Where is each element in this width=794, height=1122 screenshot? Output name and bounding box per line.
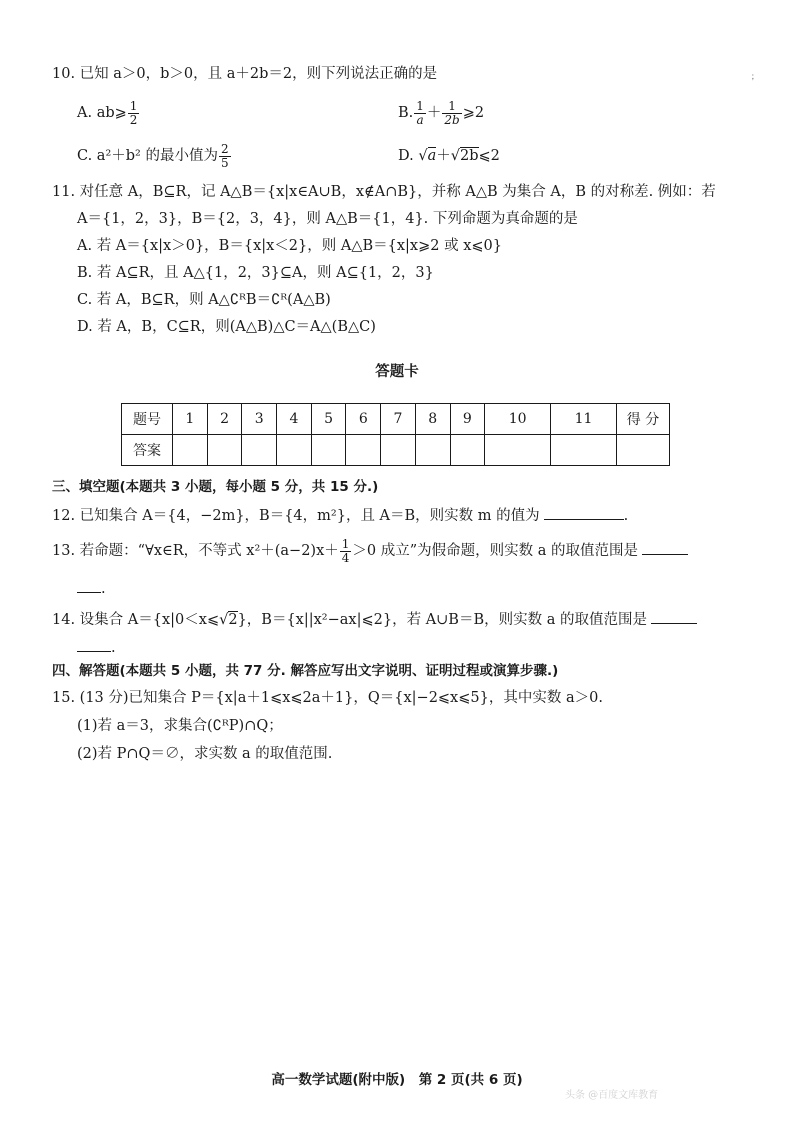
answer-cell[interactable] <box>173 435 208 466</box>
q11-stem-line1: 11. 对任意 A，B⊆R，记 A△B＝{x|x∈A∪B，x∉A∩B}，并称 A△B 为集合 A，B 的对称差. 例如：若 <box>52 184 716 200</box>
answer-card-table <box>121 403 670 466</box>
q10-b-plus: ＋ <box>426 105 442 121</box>
frac-num: 1 <box>416 98 424 113</box>
q13-text-pre: 13. 若命题：“∀x∈R，不等式 x²＋(a−2)x＋ <box>52 543 339 559</box>
frac-den: a <box>416 112 424 127</box>
section4-heading: 四、解答题(本题共 5 小题，共 77 分. 解答应写出文字说明、证明过程或演算步骤.) <box>52 663 559 679</box>
header-cell: 7 <box>381 404 416 435</box>
header-cell: 2 <box>207 404 242 435</box>
q15-stem: 15. (13 分)已知集合 P＝{x|a＋1⩽x⩽2a＋1}，Q＝{x|−2⩽x⩽5}，其中实数 a＞0. <box>52 690 603 706</box>
q13-period: . <box>101 581 106 597</box>
q14-continuation <box>77 637 116 658</box>
answer-cell[interactable] <box>415 435 450 466</box>
frac-num: 1 <box>341 536 350 551</box>
answer-cell[interactable] <box>381 435 416 466</box>
q10-d-label: D. √ <box>398 148 428 164</box>
q13-answer-blank[interactable] <box>642 540 688 555</box>
q12-answer-blank[interactable] <box>544 505 624 520</box>
q11-option-d: D. 若 A，B，C⊆R，则(A△B)△C＝A△(B△C) <box>77 319 376 335</box>
q10-option-c <box>77 141 232 171</box>
q13-continuation <box>77 578 106 599</box>
section3-heading: 三、填空题(本题共 3 小题，每小题 5 分，共 15 分.) <box>52 479 379 495</box>
answer-cell[interactable] <box>485 435 551 466</box>
q10-a-text: A. ab⩾ <box>77 105 127 121</box>
frac-num: 1 <box>129 98 138 113</box>
watermark: 头条 @百度文库教育 <box>565 1090 659 1101</box>
q12-period: . <box>623 508 629 524</box>
q15-part1: (1)若 a＝3，求集合(∁ᴿP)∩Q； <box>77 718 283 734</box>
q14-answer-blank[interactable] <box>651 609 697 624</box>
q14-period: . <box>111 640 116 656</box>
q10-a-fraction <box>128 100 140 127</box>
q10-b-label: B. <box>398 105 414 121</box>
q11-option-a: A. 若 A＝{x|x＞0}，B＝{x|x＜2}，则 A△B＝{x|x⩾2 或 x⩽0} <box>77 238 502 254</box>
answer-card-header-row <box>122 404 670 435</box>
q14-text-post: }，B＝{x||x²−ax|⩽2}，若 A∪B＝B，则实数 a 的取值范围是 <box>237 612 647 628</box>
q10-c-fraction <box>219 143 231 170</box>
q14-answer-blank-cont[interactable] <box>77 637 111 652</box>
q14-radicand: 2 <box>228 612 238 628</box>
corner-mark: ； <box>751 72 759 81</box>
answer-cell[interactable] <box>551 435 617 466</box>
frac-den: 5 <box>220 155 229 170</box>
header-cell: 9 <box>450 404 485 435</box>
q10-option-d <box>398 146 500 166</box>
q13-answer-blank-cont[interactable] <box>77 578 101 593</box>
q14-text-pre: 14. 设集合 A＝{x|0＜x⩽√ <box>52 612 229 628</box>
answer-cell[interactable] <box>346 435 381 466</box>
answer-cell[interactable] <box>207 435 242 466</box>
score-cell[interactable] <box>617 435 670 466</box>
q10-b-frac2 <box>442 100 461 127</box>
header-cell: 8 <box>415 404 450 435</box>
answer-cell[interactable] <box>311 435 346 466</box>
answer-label-cell: 答案 <box>122 435 173 466</box>
q15-part2: (2)若 P∩Q＝∅，求实数 a 的取值范围. <box>77 746 333 762</box>
q12-text: 12. 已知集合 A＝{4，−2m}，B＝{4，m²}，且 A＝B，则实数 m 的值为 <box>52 508 540 524</box>
q13 <box>52 536 688 566</box>
q11-option-c: C. 若 A，B⊆R，则 A△∁ᴿB＝∁ᴿ(A△B) <box>77 292 331 308</box>
frac-num: 1 <box>442 100 461 114</box>
q12 <box>52 505 628 526</box>
header-cell: 11 <box>551 404 617 435</box>
answer-card-title: 答题卡 <box>375 364 419 380</box>
q10-c-text: C. a²＋b² 的最小值为 <box>77 148 218 164</box>
answer-cell[interactable] <box>242 435 277 466</box>
q11-stem-line2: A＝{1，2，3}，B＝{2，3，4}，则 A△B＝{1，4}. 下列命题为真命题的是 <box>77 211 578 227</box>
q10-option-b <box>398 98 484 128</box>
q10-d-plus-root: ＋√ <box>436 148 460 164</box>
header-cell: 6 <box>346 404 381 435</box>
frac-den: 4 <box>341 550 350 565</box>
header-cell: 题号 <box>122 404 173 435</box>
q10-d-radicand2: 2b <box>459 148 479 164</box>
q10-b-frac1 <box>414 100 426 127</box>
header-cell: 1 <box>173 404 208 435</box>
q10-d-tail: ⩽2 <box>478 148 500 164</box>
q13-fraction <box>340 538 352 565</box>
header-cell: 3 <box>242 404 277 435</box>
q10-b-tail: ⩾2 <box>462 105 485 121</box>
q14 <box>52 609 697 630</box>
frac-den: 2b <box>444 112 460 127</box>
answer-cell[interactable] <box>277 435 312 466</box>
answer-cell[interactable] <box>450 435 485 466</box>
q10-d-radicand1: a <box>427 148 437 164</box>
frac-num: 2 <box>220 141 229 156</box>
header-cell: 5 <box>311 404 346 435</box>
header-cell: 10 <box>485 404 551 435</box>
frac-den: 2 <box>129 112 138 127</box>
answer-card-answer-row <box>122 435 670 466</box>
header-cell: 4 <box>277 404 312 435</box>
q11-option-b: B. 若 A⊆R，且 A△{1，2，3}⊆A，则 A⊆{1，2，3} <box>77 265 434 281</box>
q10-stem: 10. 已知 a＞0，b＞0，且 a＋2b＝2，则下列说法正确的是 <box>52 66 438 82</box>
q10-option-a <box>77 98 140 128</box>
page-footer: 高一数学试题(附中版) 第 2 页(共 6 页) <box>271 1072 523 1088</box>
header-cell-score: 得 分 <box>617 404 670 435</box>
q13-text-post: ＞0 成立”为假命题，则实数 a 的取值范围是 <box>352 543 639 559</box>
